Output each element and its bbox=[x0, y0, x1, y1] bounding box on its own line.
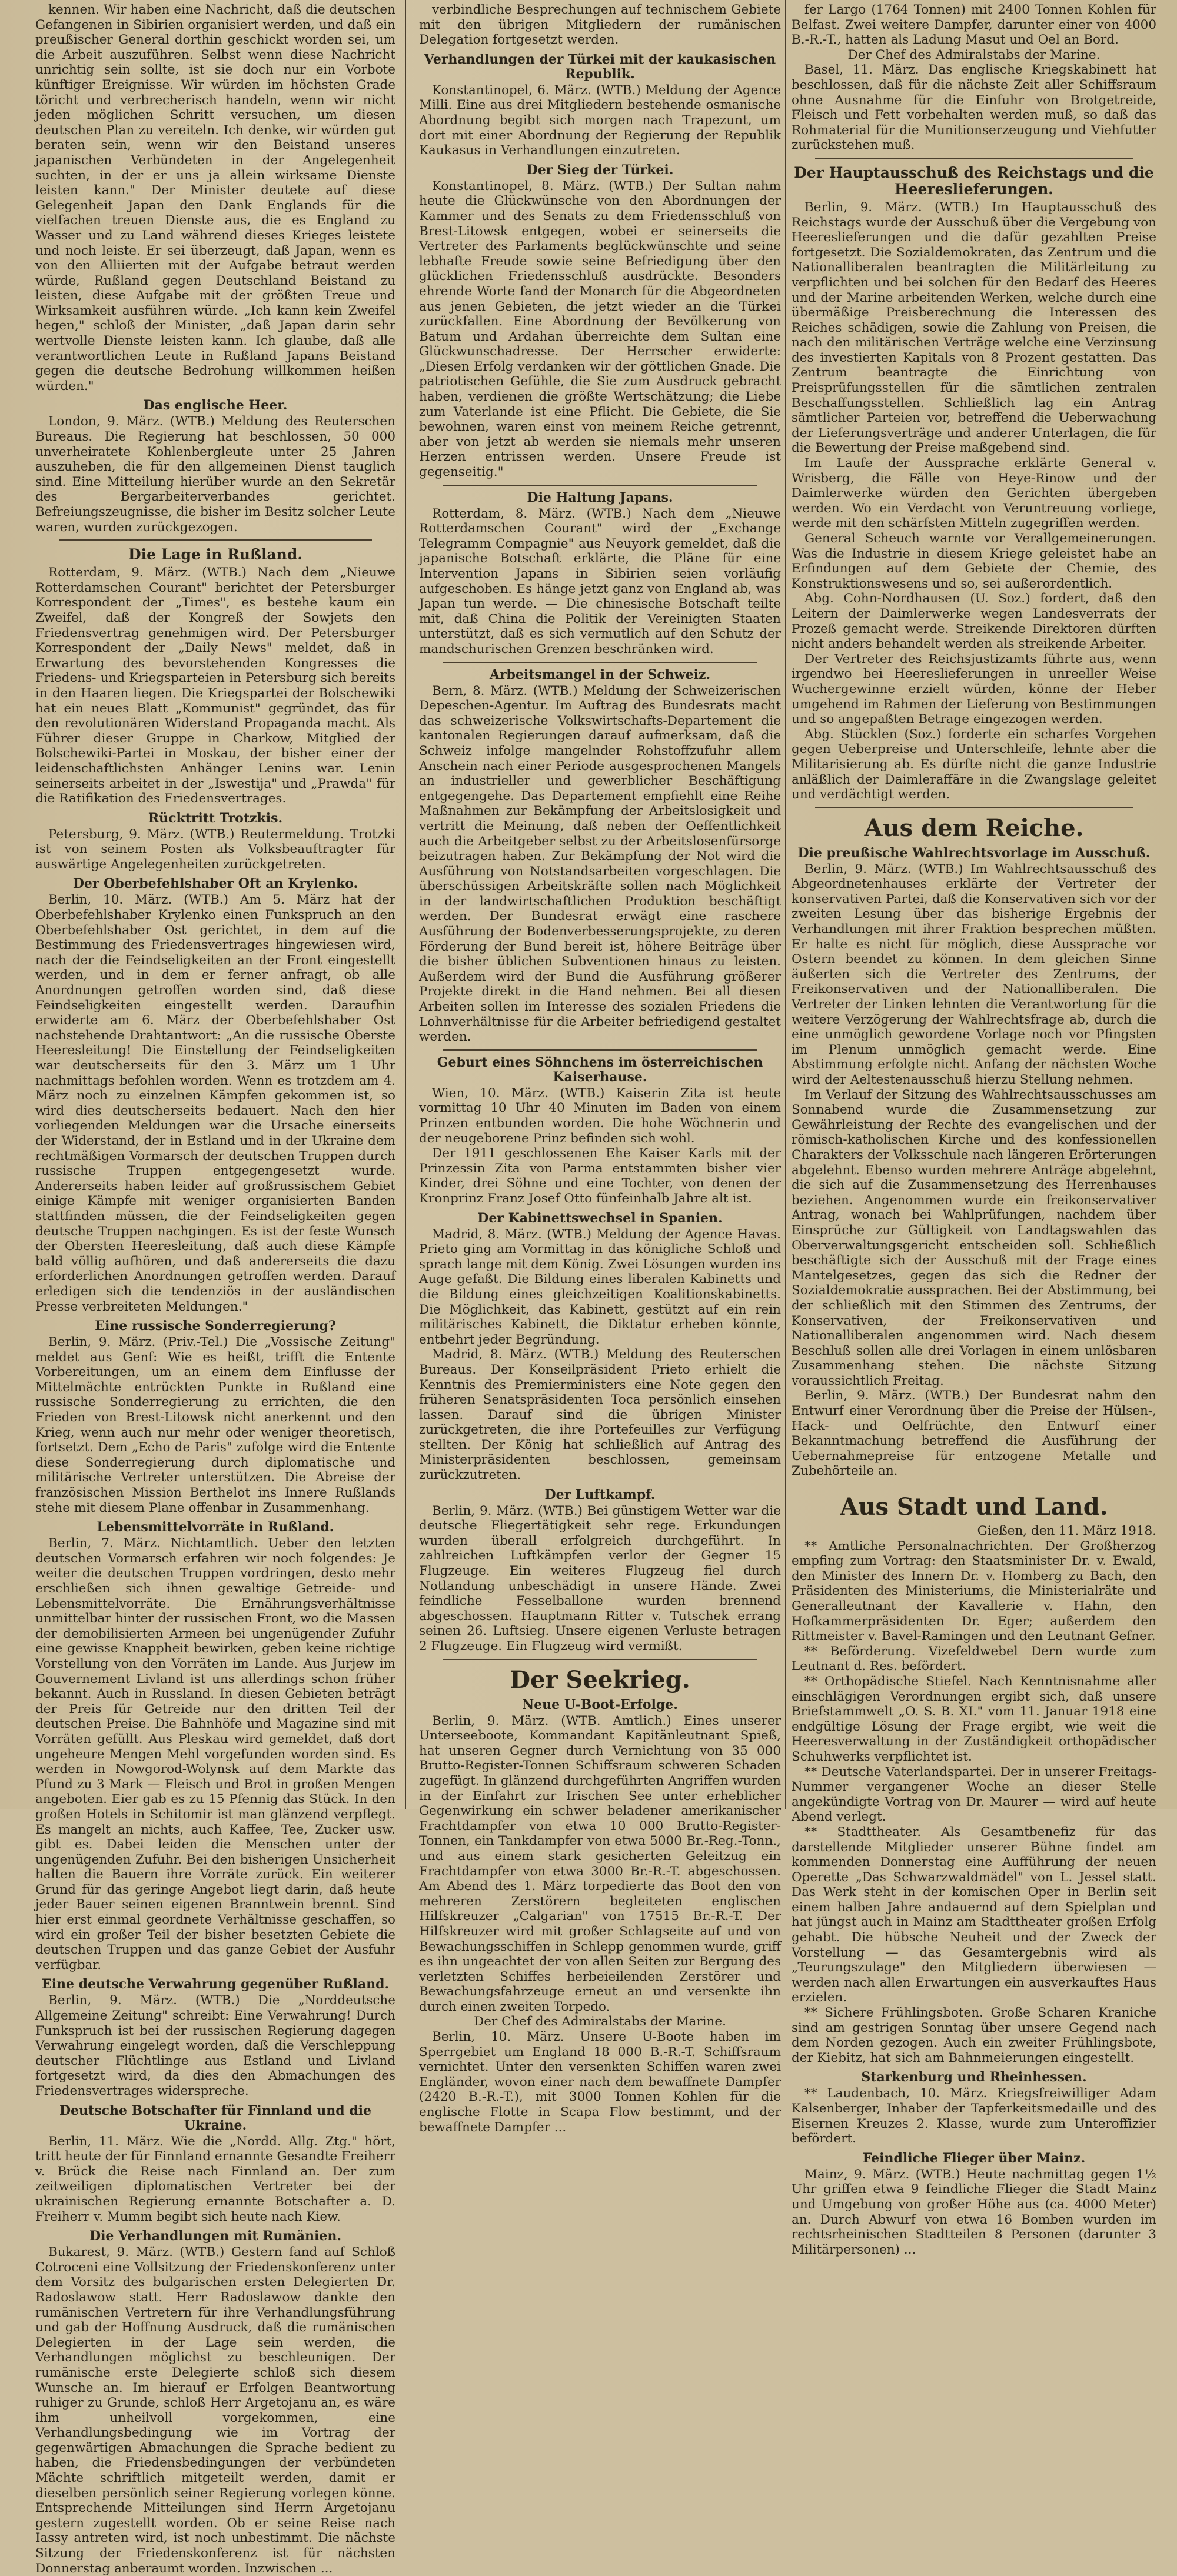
signature-line: Der Chef des Admiralstabs der Marine. bbox=[474, 2014, 726, 2030]
article-subheading: Der Kabinettswechsel in Spanien. bbox=[477, 1210, 723, 1226]
article-subheading: Der Luftkampf. bbox=[544, 1487, 656, 1502]
column-rule bbox=[785, 0, 786, 1809]
article-subheading: Die preußische Wahlrechtsvorlage im Ausschuß. bbox=[797, 845, 1151, 861]
article-subheading: Die Verhandlungen mit Rumänien. bbox=[89, 2228, 341, 2244]
section-divider bbox=[792, 1485, 1156, 1487]
section-divider bbox=[815, 807, 1133, 808]
section-divider bbox=[815, 158, 1133, 159]
article-subheading: Feindliche Flieger über Mainz. bbox=[862, 2150, 1086, 2166]
article-paragraph: verbindliche Besprechungen auf technischem Gebiete mit den übrigen Mitgliedern der rumänischen Delegation fortgesetzt werden. bbox=[419, 2, 781, 48]
article-subheading: Neue U-Boot-Erfolge. bbox=[522, 1697, 678, 1712]
article-paragraph: ** Stadttheater. Als Gesamtbenefiz für das darstellende Mitglieder unserer Bühne findet am kommenden Donnerstag eine Aufführung der neuen Operette „Das Schwarzwaldmädel" von L. Jessel statt. Das Werk steht in der komischen Oper in Berlin seit einem halben Jahre andauernd auf dem Spielplan und hat jüngst auch in Mainz am Stadttheater großen Erfolg gehabt. Die hübsche Neuheit und der Zweck der Vorstellung — das Gesamtergebnis wird als „Teurungszulage" den Mitgliedern überwiesen — werden nach allen Erwartungen ein ausverkauftes Haus erzielen. bbox=[792, 1824, 1156, 2005]
article-paragraph: ** Deutsche Vaterlandspartei. Der in unserer Freitags-Nummer vergangener Woche an dieser Stelle angekündigte Vortrag von Dr. Maurer — wird auf heute Abend verlegt. bbox=[792, 1764, 1156, 1825]
article-paragraph: Basel, 11. März. Das englische Kriegskabinett hat beschlossen, daß für die nächste Zeit aller Schiffsraum ohne Ausnahme für die Einfuhr von Brotgetreide, Fleisch und Fett vorbehalten werden muß, so daß das Rohmaterial für die Munitionserzeugung und Viehfutter zurückstehen muß. bbox=[792, 62, 1156, 153]
article-paragraph: Abg. Cohn-Nordhausen (U. Soz.) fordert, daß den Leitern der Daimlerwerke wegen Landesverrats der Prozeß gemacht werde. Streikende Direktoren dürften nicht anders behandelt werden als streikende Arbeiter. bbox=[792, 591, 1156, 652]
article-subheading: Der Oberbefehlshaber Oft an Krylenko. bbox=[72, 876, 358, 892]
section-heading: Aus dem Reiche. bbox=[864, 814, 1084, 842]
article-paragraph: kennen. Wir haben eine Nachricht, daß die deutschen Gefangenen in Sibirien organisiert werden, und daß ein preußischer General dorthin geschickt worden sei, um die Arbeit auszuführen. Selbst wenn diese Nachricht unrichtig sein sollte, ist sie doch nur ein Vorbote künftiger Ereignisse. Wir würden im höchsten Grade töricht und verbrecherisch handeln, wenn wir nicht jeden möglichen Schritt versuchen, um diesen deutschen Plan zu vereiteln. Ich denke, wir würden gut beraten sein, wenn wir den Beistand unseres japanischen Verbündeten in der Angelegenheit suchten, in der er uns ja allein wirksame Dienste leisten kann." Der Minister deutete auf diese Gelegenheit Japan den Dank Englands für die vielfachen treuen Dienste aus, die es England zu Wasser und zu Land während dieses Krieges leistete und noch leiste. Er sei überzeugt, daß Japan, wenn es von den Alliierten mit der Aufgabe betraut werden würde, Rußland gegen Deutschland Beistand zu leisten, diese Aufgabe mit der größten Treue und Wirksamkeit ausführen würde. „Ich kann kein Zweifel hegen," schloß der Minister, „daß Japan darin sehr wertvolle Dienste leisten kann. Ich glaube, daß alle verantwortlichen Leute in Rußland Japans Beistand gegen die deutsche Bedrohung willkommen heißen würden." bbox=[35, 2, 395, 394]
article-paragraph: Im Laufe der Aussprache erklärte General v. Wrisberg, die Fälle von Heye-Rinow und der Daimlerwerke würden den Gerichten übergeben werden. Wo ein Verdacht von Veruntreuung vorliege, werde mit den schärfsten Mitteln zugegriffen werden. bbox=[792, 456, 1156, 531]
article-paragraph: Berlin, 7. März. Nichtamtlich. Ueber den letzten deutschen Vormarsch erfahren wir noch folgendes: Je weiter die deutschen Truppen vordringen, desto mehr erschließen sich ihnen gewaltige Getreide- und Lebensmittelvorräte. Die Ernährungsverhältnisse unmittelbar hinter der russischen Front, wo die Massen der demobilisierten Armeen bei ungenügender Zufuhr eine gewisse Knappheit bewirken, geben keine richtige Vorstellung von den Vorräten im Lande. Aus Jurjew im Gouvernement Livland ist uns allerdings schon früher bekannt. Auch in Russland. In diesen Gebieten beträgt der Preis für Getreide nur den dritten Teil der deutschen Preise. Die Bahnhöfe und Magazine sind mit Vorräten gefüllt. Aus Pleskau wird gemeldet, daß dort ungeheure Mengen Mehl vorgefunden worden sind. Es werden in Nowgorod-Wolynsk auf dem Markte das Pfund zu 3 Mark — Fleisch und Brot in großen Mengen angeboten. Eier gab es zu 15 Pfennig das Stück. In den großen Hotels in Schitomir ist man glänzend verpflegt. Es mangelt an nichts, auch Kaffee, Tee, Zucker usw. gibt es. Dabei leiden die Menschen unter der ungenügenden Zufuhr. Bei den bisherigen Unsicherheit halten die Bauern ihre Vorräte zurück. Ein weiterer Grund für das geringe Angebot liegt darin, daß heute jeder Bauer seinen eigenen Branntwein brennt. Sind hier erst einmal geordnete Verhältnisse geschaffen, so wird ein großer Teil der bisher besetzten Gebiete die deutschen Truppen und das ganze Gebiet der Ausfuhr verfügbar. bbox=[35, 1536, 395, 1972]
article-subheading: Deutsche Botschafter für Finnland und die Ukraine. bbox=[59, 2102, 372, 2133]
dateline: Gießen, den 11. März 1918. bbox=[977, 1524, 1156, 1539]
article-paragraph: Berlin, 9. März. (WTB.) Im Wahlrechtsausschuß des Abgeordnetenhauses erklärte der Vertreter der konservativen Partei, daß die Konservativen sich vor der zweiten Lesung über das bisherige Ergebnis der Verhandlungen mit ihrer Fraktion besprechen müßten. Er halte es nicht für möglich, diese Aussprache vor Ostern beendet zu können. In dem gleichen Sinne äußerten sich die Vertreter des Zentrums, der Freikonservativen und der Nationalliberalen. Die Vertreter der Linken lehnten die Verantwortung für die weitere Verzögerung der Wahlrechtsfrage ab, durch die eine unmöglich gewordene Vorlage noch vor Pfingsten im Plenum unmöglich gemacht werde. Eine Abstimmung erfolgte nicht. Anfang der nächsten Woche wird der Aeltestenausschuß hierzu Stellung nehmen. bbox=[792, 861, 1156, 1087]
article-paragraph: Berlin, 9. März. (WTB. Amtlich.) Eines unserer Unterseeboote, Kommandant Kapitänleutnant Spieß, hat unseren Gegner durch Vernichtung von 35 000 Brutto-Register-Tonnen Schiffsraum schweren Schaden zugefügt. In glänzend durchgeführten Angriffen wurden in der Einfahrt zur Irischen See unter erheblicher Gegenwirkung ein schwer beladener amerikanischer Frachtdampfer von etwa 10 000 Brutto-Register-Tonnen, ein Tankdampfer von etwa 5000 Br.-Reg.-Tonn., und aus einem stark gesicherten Geleitzug ein Frachtdampfer von etwa 3000 Br.-R.-T. abgeschossen. Am Abend des 1. März torpedierte das Boot den von mehreren Zerstörern begleiteten englischen Hilfskreuzer „Calgarian" von 17515 Br.-R.-T. Der Hilfskreuzer wird mit großer Schlagseite auf und von Bewachungsschiffen in Schlepp genommen wurde, griff es ihn ungeachtet der von allen Seiten zur Bergung des verletzten Schiffes herbeieilenden Zerstörer und Bewachungsfahrzeuge erneut an und versenkte ihn durch einen zweiten Torpedo. bbox=[419, 1713, 781, 2014]
article-subheading: Lebensmittelvorräte in Rußland. bbox=[97, 1519, 334, 1535]
article-paragraph: Berlin, 9. März. (WTB.) Der Bundesrat nahm den Entwurf einer Verordnung über die Preise der Hülsen-, Hack- und Oelfrüchte, den Entwurf einer Bekanntmachung betreffend die Ausführung der Uebernahmepreise für entzogene Metalle und Zubehörteile an. bbox=[792, 1388, 1156, 1479]
article-paragraph: Madrid, 8. März. (WTB.) Meldung der Agence Havas. Prieto ging am Vormittag in das königliche Schloß und sprach lange mit dem König. Zwei Lösungen wurden ins Auge gefaßt. Die Bildung eines liberalen Kabinetts und die Bildung eines gleichzeitigen Koalitionskabinetts. Die Möglichkeit, das Kabinett, gestützt auf ein rein militärisches Kabinett, die Diktatur erheben könnte, entbehrt jeder Begründung. bbox=[419, 1227, 781, 1347]
article-subheading: Geburt eines Söhnchens im österreichischen Kaiserhause. bbox=[437, 1054, 763, 1085]
article-paragraph: Wien, 10. März. (WTB.) Kaiserin Zita ist heute vormittag 10 Uhr 40 Minuten im Baden von einem Prinzen entbunden worden. Die hohe Wöchnerin und der neugeborene Prinz befinden sich wohl. bbox=[419, 1085, 781, 1146]
article-paragraph: ** Sichere Frühlingsboten. Große Scharen Kraniche sind am gestrigen Sonntag über unsere Gegend nach dem Norden gezogen. Auch ein zweiter Frühlingsbote, der Kiebitz, hat sich am Bahnmeierungen eingestellt. bbox=[792, 2005, 1156, 2065]
article-subheading: Verhandlungen der Türkei mit der kaukasischen Republik. bbox=[424, 51, 776, 82]
article-paragraph: Petersburg, 9. März. (WTB.) Reutermeldung. Trotzki ist von seinem Posten als Volksbeauftragter für auswärtige Angelegenheiten zurückgetreten. bbox=[35, 827, 395, 872]
column-1 bbox=[35, 2, 395, 2576]
article-paragraph: ** Orthopädische Stiefel. Nach Kenntnisnahme aller einschlägigen Verordnungen ergibt sich, daß unsere Briefstammwelt „O. S. B. XI." vom 11. Januar 1918 eine endgültige Lösung der Frage ergibt, wie weit die Heeresverwaltung in der Zuständigkeit orthopädischer Schuhwerks verpflichtet ist. bbox=[792, 1674, 1156, 1764]
section-divider bbox=[59, 539, 372, 541]
article-paragraph: Berlin, 9. März. (WTB.) Im Hauptausschuß des Reichstags wurde der Ausschuß über die Vergebung von Heereslieferungen und die dafür gezahlten Preise fortgesetzt. Die Sozialdemokraten, das Zentrum und die Nationalliberalen beantragten die Militärleitung zu verpflichten und bei solchen für den Bedarf des Heeres und der Marine arbeitenden Werken, welche durch eine übermäßige Preisberechnung die Interessen des Reiches schädigen, sowie die Zahlung von Preisen, die nach den militärischen Verträge welche eine Verzinsung des investierten Kapitals von 8 Prozent gestatten. Das Zentrum beantragte die Einrichtung von Preisprüfungsstellen für die sämtlichen zentralen Beschaffungsstellen. Schließlich lag ein Antrag sämtlicher Parteien vor, betreffend die Ueberwachung der Lieferungsverträge und anderer Unterlagen, die für die Bewertung der Preise maßgebend sind. bbox=[792, 199, 1156, 456]
section-divider bbox=[443, 1049, 757, 1051]
article-paragraph: Abg. Stücklen (Soz.) forderte ein scharfes Vorgehen gegen Ueberpreise und Unterschleife, lehnte aber die Militarisierung ab. Es dürfte nicht die ganze Industrie anläßlich der Daimleraffäre in die Zwangslage geleitet und verdächtigt werden. bbox=[792, 727, 1156, 802]
article-paragraph: ** Laudenbach, 10. März. Kriegsfreiwilliger Adam Kalsenberger, Inhaber der Tapferkeitsmedaille und des Eisernen Kreuzes 2. Klasse, wurde zum Unteroffizier befördert. bbox=[792, 2086, 1156, 2147]
article-paragraph: Berlin, 9. März. (WTB.) Die „Norddeutsche Allgemeine Zeitung" schreibt: Eine Verwahrung! Durch Funkspruch ist bei der russischen Regierung dagegen Verwahrung eingelegt worden, daß die Verschleppung deutscher Flüchtlinge aus Estland und Livland fortgesetzt wird, da dies den Abmachungen des Friedensvertrages widerspreche. bbox=[35, 1993, 395, 2098]
article-subheading: Eine deutsche Verwahrung gegenüber Rußland. bbox=[41, 1977, 390, 1992]
article-paragraph: Berlin, 10. März. Unsere U-Boote haben im Sperrgebiet um England 18 000 B.-R.-T. Schiffsraum vernichtet. Unter den versenkten Schiffen waren zwei Engländer, wovon einer nach dem bewaffnete Dampfer (2420 B.-R.-T.), mit 3000 Tonnen Kohlen für die englische Flotte in Scapa Flow bestimmt, und der bewaffnete Dampfer ... bbox=[419, 2030, 781, 2135]
article-heading: Der Hauptausschuß des Reichstags und die Heereslieferungen. bbox=[794, 164, 1154, 198]
column-rule bbox=[405, 0, 406, 1809]
section-divider bbox=[443, 485, 757, 486]
signature-line: Der Chef des Admiralstabs der Marine. bbox=[847, 47, 1100, 62]
article-paragraph: Berlin, 11. März. Wie die „Nordd. Allg. Ztg." hört, tritt heute der für Finnland ernannte Gesandte Freiherr v. Brück die Reise nach Finnland an. Der zum zeitweiligen diplomatischen Vertreter bei der ukrainischen Regierung ernannte Botschafter a. D. Freiherr v. Mumm begibt sich heute nach Kiew. bbox=[35, 2134, 395, 2224]
article-paragraph: Der 1911 geschlossenen Ehe Kaiser Karls mit der Prinzessin Zita von Parma entstammten bisher vier Kinder, drei Söhne und eine Tochter, von denen der Kronprinz Franz Josef Otto fünfeinhalb Jahre alt ist. bbox=[419, 1146, 781, 1206]
article-paragraph: Konstantinopel, 6. März. (WTB.) Meldung der Agence Milli. Eine aus drei Mitgliedern bestehende osmanische Abordnung begibt sich morgen nach Trapezunt, um dort mit einer Abordnung der Regierung der Republik Kaukasus in Verhandlungen einzutreten. bbox=[419, 82, 781, 158]
article-paragraph: Rotterdam, 9. März. (WTB.) Nach dem „Nieuwe Rotterdamschen Courant" berichtet der Petersburger Korrespondent der „Times", es bestehe kaum ein Zweifel, daß der Kongreß der Sowjets den Friedensvertrag genehmigen wird. Der Petersburger Korrespondent der „Daily News" meldet, daß in Erwartung des bevorstehenden Kongresses die Friedens- und Kriegsparteien in Petersburg sich bereits in den Haaren liegen. Die Kriegspartei der Bolschewiki hat ein neues Blatt „Kommunist" gegründet, das für den revolutionären Widerstand Propaganda macht. Als Führer dieser Gruppe in Charkow, Mitglied der Bolschewiki-Partei in Moskau, der bisher einer der leidenschaftlichsten Anhänger Lenins war. Lenin seinerseits arbeitet in der „Iswestija" und „Prawda" für die Ratifikation des Friedensvertrages. bbox=[35, 565, 395, 807]
article-subheading: Eine russische Sonderregierung? bbox=[95, 1318, 336, 1334]
article-paragraph: ** Amtliche Personalnachrichten. Der Großherzog empfing zum Vortrag: den Staatsminister Dr. v. Ewald, den Minister des Innern Dr. v. Homberg zu Bach, den Präsidenten des Ministeriums, die Ministerialräte und Generalleutnant der Kavallerie v. Hahn, den Hofkammerpräsidenten Dr. Eger; außerdem den Rittmeister v. Bavel-Ramingen und den Leutnant Gefner. bbox=[792, 1538, 1156, 1644]
article-heading: Die Lage in Rußland. bbox=[128, 546, 303, 564]
article-subheading: Der Sieg der Türkei. bbox=[526, 162, 674, 178]
article-subheading: Starkenburg und Rheinhessen. bbox=[861, 2070, 1087, 2085]
article-paragraph: Konstantinopel, 8. März. (WTB.) Der Sultan nahm heute die Glückwünsche von den Abordnungen der Kammer und des Senats zu dem Friedensschluß von Brest-Litowsk entgegen, wobei er seinerseits die Vertreter des Parlaments beglückwünschte und seine lebhafte Freude sowie seine Befriedigung über den glücklichen Friedensschluß ausdrückte. Besonders ehrende Worte fand der Monarch für die Abgeordneten aus jenen Gebieten, die jetzt wieder an die Türkei zurückfallen. Eine Abordnung der Bevölkerung von Batum und Ardahan überreichte dem Sultan eine Glückwunschadresse. Der Herrscher erwiderte: „Diesen Erfolg verdanken wir der göttlichen Gnade. Die patriotischen Gefühle, die Sie zum Ausdruck gebracht haben, verdienen die größte Wertschätzung; die Liebe zum Vaterlande ist eine Pflicht. Die Gebiete, die Sie bewohnen, waren einst von meinem Reiche getrennt, aber von jetzt ab werden sie niemals mehr unseren Herzen entrissen werden. Unsere Freude ist gegenseitig." bbox=[419, 178, 781, 480]
article-paragraph: Bukarest, 9. März. (WTB.) Gestern fand auf Schloß Cotroceni eine Vollsitzung der Friedenskonferenz unter dem Vorsitz des bulgarischen ersten Delegierten Dr. Radoslawow statt. Herr Radoslawow dankte den rumänischen Vertretern für ihre Verhandlungsführung und gab der Hoffnung Ausdruck, daß die rumänischen Delegierten in der Lage sein werden, die Verhandlungen möglichst zu beschleunigen. Der rumänische erste Delegierte schloß sich diesem Wunsche an. Im hierauf er Erfolgen Beantwortung ruhiger zu Grunde, schloß Herr Argetojanu an, es wäre ihm unheilvoll vorgekommen, eine Verhandlungsbedingung wie im Vortrag der gegenwärtigen Abmachungen die Sprache bedient zu haben, die Friedensbedingungen der verbündeten Mächte schriftlich mitgeteilt werden, damit er dieselben persönlich seiner Regierung vorlegen könne. Entsprechende Mitteilungen sind Herrn Argetojanu gestern zugestellt worden. Ob er seine Reise nach Iassy antreten wird, ist noch unbestimmt. Die nächste Sitzung der Friedenskonferenz ist für nächsten Donnerstag anberaumt worden. Inzwischen ... bbox=[35, 2245, 395, 2576]
article-subheading: Die Haltung Japans. bbox=[527, 489, 673, 505]
article-paragraph: Berlin, 9. März. (WTB.) Bei günstigem Wetter war die deutsche Fliegertätigkeit sehr rege. Erkundungen wurden überall erfolgreich durchgeführt. In zahlreichen Luftkämpfen verlor der Gegner 15 Flugzeuge. Ein weiteres Flugzeug fiel durch Notlandung unbeschädigt in unsere Hände. Zwei feindliche Fesselballone wurden brennend abgeschossen. Hauptmann Ritter v. Tutschek errang seinen 26. Luftsieg. Unsere eigenen Verluste betragen 2 Flugzeuge. Ein Flugzeug wird vermißt. bbox=[419, 1503, 781, 1654]
section-heading: Aus Stadt und Land. bbox=[840, 1493, 1108, 1521]
article-paragraph: Mainz, 9. März. (WTB.) Heute nachmittag gegen 1½ Uhr griffen etwa 9 feindliche Flieger die Stadt Mainz und Umgebung von großer Höhe aus (ca. 4000 Meter) an. Durch Abwurf von etwa 16 Bomben wurden im rechtsrheinischen Stadtteilen 8 Personen (darunter 3 Militärpersonen) ... bbox=[792, 2167, 1156, 2257]
article-paragraph: Berlin, 10. März. (WTB.) Am 5. März hat der Oberbefehlshaber Krylenko einen Funkspruch an den Oberbefehlshaber Ost gerichtet, in dem auf die Bestimmung des Friedensvertrages hingewiesen wird, nach der die Feindseligkeiten an der Front eingestellt werden, und in dem er ferner anfragt, ob alle Anordnungen getroffen worden sind, daß diese Feindseligkeiten eingestellt werden. Daraufhin erwiderte am 6. März der Oberbefehlshaber Ost nachstehende Drahtantwort: „An die russische Oberste Heeresleitung! Die Einstellung der Feindseligkeiten war deutscherseits für den 3. März um 1 Uhr nachmittags befohlen worden. Wenn es trotzdem am 4. März noch zu einzelnen Kämpfen gekommen ist, so wird dies deutscherseits bedauert. Nach den hier vorliegenden Meldungen war die Ursache einerseits der Widerstand, der in Estland und in der Ukraine dem rechtmäßigen Vormarsch der deutschen Truppen durch russische Truppen entgegengesetzt wurde. Andererseits haben leider auf großrussischem Gebiet einige Kämpfe mit weniger organisierten Banden stattfinden müssen, die der Feindseligkeiten gegen deutsche Truppen nachgingen. Es ist der feste Wunsch der Obersten Heeresleitung, daß auch diese Kämpfe bald völlig aufhören, und daß andererseits die dazu erforderlichen Anordnungen getroffen werden. Darauf erledigen sich die tendenziös in der ausländischen Presse verbreiteten Meldungen." bbox=[35, 892, 395, 1314]
section-divider bbox=[443, 1659, 757, 1660]
article-paragraph: Rotterdam, 8. März. (WTB.) Nach dem „Nieuwe Rotterdamschen Courant" wird der „Exchange Telegramm Compagnie" aus Neuyork gemeldet, daß die japanische Botschaft erklärte, die Pläne für eine Intervention Japans in Sibirien seien vorläufig aufgeschoben. Es hänge jetzt ganz von England ab, was Japan tun werde. — Die chinesische Botschaft teilte mit, daß China die Politik der Vereinigten Staaten unterstützt, daß es sich vermutlich auf den Schutz der mandschurischen Grenzen beschränken wird. bbox=[419, 506, 781, 657]
article-paragraph: Bern, 8. März. (WTB.) Meldung der Schweizerischen Depeschen-Agentur. Im Auftrag des Bundesrats macht das schweizerische Volkswirtschafts-Departement die kantonalen Regierungen darauf aufmerksam, daß die Schweiz infolge mangelnder Rohstoffzufuhr allem Anschein nach einer Periode ausgesprochenen Mangels an industrieller und gewerblicher Beschäftigung entgegengehe. Das Departement empfiehlt eine Reihe Maßnahmen zur Bekämpfung der Arbeitslosigkeit und vertritt die Meinung, daß neben der Oeffentlichkeit auch die Arbeitgeber selbst zu der Arbeitslosenfürsorge beizutragen haben. Zur Bekämpfung der Not wird die Ausführung von Notstandsarbeiten vorgeschlagen. Die überschüssigen Arbeitskräfte sollen nach Möglichkeit in der landwirtschaftlichen Produktion beschäftigt werden. Der Bundesrat erwägt eine raschere Ausführung der Bodenverbesserungsprojekte, zu deren Förderung der Bund bereit ist, höhere Beiträge über die bisher üblichen Subventionen hinaus zu leisten. Außerdem wird der Bund die Ausführung größerer Projekte direkt in die Hand nehmen. Bei all diesen Arbeiten sollen im Interesse des sozialen Friedens die Lohnverhältnisse für die Arbeiter befriedigend gestaltet werden. bbox=[419, 683, 781, 1045]
article-paragraph: London, 9. März. (WTB.) Meldung des Reuterschen Bureaus. Die Regierung hat beschlossen, 50 000 unverheiratete Kohlenbergleute unter 25 Jahren auszuheben, die für den allgemeinen Dienst tauglich sind. Eine Mitteilung hierüber wurde an den Sekretär des Bergarbeiterverbandes gerichtet. Befreiungszeugnisse, die bisher im Besitz solcher Leute waren, wurden zurückgezogen. bbox=[35, 414, 395, 535]
article-paragraph: Der Vertreter des Reichsjustizamts führte aus, wenn irgendwo bei Heereslieferungen in unreeller Weise Wuchergewinne erzielt würden, könne der Heber umgehend im Rahmen der Lieferung von Bestimmungen und so angepaßten Betrage eingezogen werden. bbox=[792, 651, 1156, 727]
column-2 bbox=[419, 2, 781, 2135]
article-subheading: Arbeitsmangel in der Schweiz. bbox=[489, 667, 711, 682]
article-paragraph: Madrid, 8. März. (WTB.) Meldung des Reuterschen Bureaus. Der Konseilpräsident Prieto erhielt die Kenntnis des Premierministers eine Note gegen den früheren Senatspräsidenten Toca persönlich einsehen lassen. Darauf sind die übrigen Minister zurückgetreten, die ihre Portefeuilles zur Verfügung stellten. Der König hat schließlich auf Antrag des Ministerpräsidenten beschlossen, gemeinsam zurückzutreten. bbox=[419, 1347, 781, 1483]
article-paragraph: Im Verlauf der Sitzung des Wahlrechtsausschusses am Sonnabend wurde die Zusammensetzung zur Gewährleistung der Rechte des evangelischen und der römisch-katholischen Kirche und des konfessionellen Charakters der Volksschule nach längeren Erörterungen abgelehnt. Ebenso wurden mehrere Anträge abgelehnt, die sich auf die Zusammensetzung des Herrenhauses beziehen. Angenommen wurde ein freikonservativer Antrag, wonach bei Wahlprüfungen, nachdem über Einsprüche zur Gültigkeit von Landtagswahlen das Oberverwaltungsgericht entscheiden soll. Schließlich beschäftigte sich der Ausschuß mit der Frage eines Mantelgesetzes, gegen das sich die Redner der Sozialdemokratie aussprachen. Bei der Abstimmung, bei der schließlich mit den Stimmen des Zentrums, der Konservativen, der Freikonservativen und Nationalliberalen angenommen wird. Nach diesem Beschluß sollen alle drei Vorlagen in einem unlösbaren Zusammenhang stehen. Die nächste Sitzung voraussichtlich Freitag. bbox=[792, 1087, 1156, 1388]
article-paragraph: Berlin, 9. März. (Priv.-Tel.) Die „Vossische Zeitung" meldet aus Genf: Wie es heißt, trifft die Entente Vorbereitungen, um an einem dem Einflusse der Mittelmächte entrückten Punkte in Rußland eine russische Sonderregierung zu errichten, die den Frieden von Brest-Litowsk nicht anerkennt und den Krieg, wenn auch nur mehr oder weniger theoretisch, fortsetzt. Dem „Echo de Paris" zufolge wird die Entente diese Sonderregierung durch diplomatische und militärische Vertreter unterstützen. Die Abreise der französischen Mission Berthelot ins Innere Rußlands stehe mit diesem Plane offenbar in Zusammenhang. bbox=[35, 1335, 395, 1515]
section-divider bbox=[443, 662, 757, 663]
article-paragraph: ** Beförderung. Vizefeldwebel Dern wurde zum Leutnant d. Res. befördert. bbox=[792, 1644, 1156, 1674]
article-subheading: Das englische Heer. bbox=[143, 398, 288, 414]
article-subheading: Rücktritt Trotzkis. bbox=[148, 810, 283, 826]
article-paragraph: fer Largo (1764 Tonnen) mit 2400 Tonnen Kohlen für Belfast. Zwei weitere Dampfer, darunter einer von 4000 B.-R.-T., hatten als Ladung Masut und Oel an Bord. bbox=[792, 2, 1156, 48]
article-paragraph: General Scheuch warnte vor Verallgemeinerungen. Was die Industrie in diesem Kriege geleistet habe an Erfindungen auf dem Gebiete der Chemie, des Konstruktionswesens und so, sei außerordentlich. bbox=[792, 531, 1156, 591]
section-heading: Der Seekrieg. bbox=[510, 1665, 690, 1694]
column-3 bbox=[792, 2, 1156, 2257]
